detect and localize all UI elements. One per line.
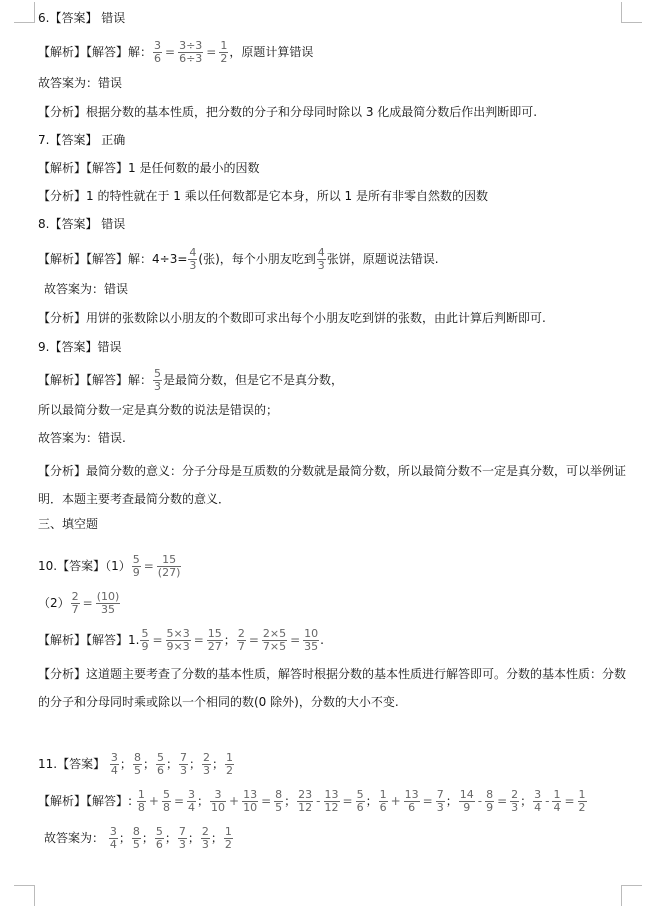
fraction: $\frac{13}{12}$ <box>324 788 339 814</box>
fraction: $\frac{1}{2}$ <box>226 751 233 777</box>
fraction: $\frac{1}{2}$ <box>220 39 228 65</box>
q7-analysis: 【解析】【解答】1 是任何数的最小的因数 <box>38 161 260 175</box>
q8-answer: 8.【答案】 错误 <box>38 217 126 231</box>
q8-conclusion: 故答案为：错误 <box>44 282 129 296</box>
q9-conclusion: 故答案为：错误. <box>38 431 126 445</box>
fraction: $\frac{5}{3}$ <box>154 367 162 393</box>
fraction: $\frac{8}{9}$ <box>486 788 494 814</box>
page-corner-mark <box>14 885 35 906</box>
q10-answer: 10.【答案】（1） $\frac{5}{9}$ = $\frac{15}{(27)}$ <box>38 553 181 579</box>
fraction: $\frac{7}{3}$ <box>178 825 186 851</box>
fraction: $\frac{3}{4}$ <box>109 825 117 851</box>
fraction: $\frac{14}{9}$ <box>459 788 474 814</box>
fraction: $\frac{5}{6}$ <box>155 825 163 851</box>
q10-analysis: 【解析】【解答】1. $\frac{5}{9}$ = $\frac{5\times 3}{9\times 3}$ = $\frac{15}{27}$ ； $\frac{2}{7}$ = $\frac{2\times 5}{7\times 5}$ = $\frac{10}{35}$ . <box>38 627 324 653</box>
fraction: $\frac{8}{5}$ <box>275 788 283 814</box>
q11-answer: 11.【答案】 $\frac{3}{4}$ ； $\frac{8}{5}$ ； $\frac{5}{6}$ ； $\frac{7}{3}$ ； $\frac{2}{3}$ ； $\frac{1}{2}$ <box>38 751 233 777</box>
fraction: $\frac{4}{3}$ <box>189 246 197 272</box>
fraction: $\frac{1}{2}$ <box>578 788 586 814</box>
q9-line2: 所以最简分数一定是真分数的说法是错误的； <box>38 403 279 417</box>
fraction: $\frac{23}{12}$ <box>298 788 313 814</box>
fraction: $\frac{5\times 3}{9\times 3}$ <box>166 627 190 653</box>
fraction: $\frac{5}{9}$ <box>132 553 140 579</box>
fraction: $\frac{1}{8}$ <box>137 788 145 814</box>
q6-analysis: 【解析】【解答】解： $\frac{3}{6}$ = $\frac{3\div 3}{6\div 3}$ = $\frac{1}{2}$ ，原题计算错误 <box>38 39 314 65</box>
fraction: $\frac{2\times 5}{7\times 5}$ <box>262 627 287 653</box>
page-corner-mark <box>14 2 35 23</box>
q6-note: 【分析】根据分数的基本性质，把分数的分子和分母同时除以 3 化成最简分数后作出判断即可. <box>38 105 538 119</box>
q10-note: 【分析】这道题主要考查了分数的基本性质，解答时根据分数的基本性质进行解答即可。分数的基本性质：分数的分子和分母同时乘或除以一个相同的数(0 除外)，分数的大小不变. <box>38 667 627 709</box>
fraction: $\frac{1}{2}$ <box>224 825 232 851</box>
q9-note: 【分析】最简分数的意义：分子分母是互质数的分数就是最简分数，所以最简分数不一定是真分数，可以举例证明．本题主要考查最简分数的意义． <box>38 464 627 506</box>
q9-analysis: 【解析】【解答】解： $\frac{5}{3}$ 是最简分数，但是它不是真分数， <box>38 367 344 393</box>
fraction: $\frac{3}{4}$ <box>188 788 195 814</box>
q6-answer: 6.【答案】 错误 <box>38 11 126 25</box>
fraction: $\frac{(10)}{35}$ <box>96 590 120 616</box>
fraction: $\frac{5}{8}$ <box>162 788 170 814</box>
fraction: $\frac{5}{9}$ <box>141 627 149 653</box>
fraction: $\frac{2}{3}$ <box>511 788 519 814</box>
fraction: $\frac{10}{35}$ <box>304 627 319 653</box>
fraction: $\frac{4}{3}$ <box>317 246 325 272</box>
fraction: $\frac{15}{27}$ <box>207 627 222 653</box>
fraction: $\frac{2}{3}$ <box>201 825 209 851</box>
page-corner-mark <box>621 885 642 906</box>
q11-answer-list: $\frac{3}{4}$ ； $\frac{8}{5}$ ； $\frac{5}{6}$ ； $\frac{7}{3}$ ； $\frac{2}{3}$ ； $\frac{1}{2}$ <box>110 751 233 777</box>
fraction: $\frac{5}{6}$ <box>156 751 164 777</box>
fraction: $\frac{3\div 3}{6\div 3}$ <box>179 39 203 65</box>
fraction: $\frac{7}{3}$ <box>436 788 444 814</box>
q8-analysis: 【解析】【解答】解：4÷3= $\frac{4}{3}$ (张)，每个小朋友吃到 $\frac{4}{3}$ 张饼，原题说法错误. <box>38 246 439 272</box>
q7-answer: 7.【答案】 正确 <box>38 133 126 147</box>
q8-note: 【分析】用饼的张数除以小朋友的个数即可求出每个小朋友吃到饼的张数，由此计算后判断即可. <box>38 311 546 325</box>
fraction: $\frac{3}{4}$ <box>110 751 118 777</box>
q7-note: 【分析】1 的特性就在于 1 乘以任何数都是它本身，所以 1 是所有非零自然数的因数 <box>38 189 488 203</box>
fraction: $\frac{7}{3}$ <box>179 751 187 777</box>
fraction: $\frac{3}{10}$ <box>211 788 226 814</box>
fraction: $\frac{13}{6}$ <box>404 788 419 814</box>
fraction: $\frac{13}{10}$ <box>243 788 258 814</box>
fraction: $\frac{5}{6}$ <box>356 788 364 814</box>
q11-equation-list: $\frac{1}{8}$ + $\frac{5}{8}$ = $\frac{3}{4}$ ； $\frac{3}{10}$ + $\frac{13}{10}$ = $\frac{8}{5}$ ； $\frac{23}{12}$ - $\frac{13}{12}$ = $\frac{5}{6}$ ； $\frac{1}{6}$ + $\frac{13}{6}$ = $\frac{7}{3}$ ； $\frac{14}{9}$ - $\frac{8}{9}$ = $\frac{2}{3}$ ； $\frac{3}{4}$ - $\frac{1}{4}$ = $\frac{1}{2}$ <box>137 788 586 814</box>
fraction: $\frac{8}{5}$ <box>133 751 141 777</box>
fraction: $\frac{2}{7}$ <box>237 627 245 653</box>
q11-conclusion-list: $\frac{3}{4}$ ； $\frac{8}{5}$ ； $\frac{5}{6}$ ； $\frac{7}{3}$ ； $\frac{2}{3}$ ； $\frac{1}{2}$ <box>109 825 232 851</box>
fraction: $\frac{8}{5}$ <box>132 825 140 851</box>
fraction: $\frac{1}{6}$ <box>379 788 387 814</box>
q6-conclusion: 故答案为：错误 <box>38 76 123 90</box>
q11-analysis: 【解析】【解答】: $\frac{1}{8}$ + $\frac{5}{8}$ = $\frac{3}{4}$ ； $\frac{3}{10}$ + $\frac{13}{10}$ = $\frac{8}{5}$ ； $\frac{23}{12}$ - $\frac{13}{12}$ = $\frac{5}{6}$ ； $\frac{1}{6}$ + $\frac{13}{6}$ = $\frac{7}{3}$ ； $\frac{14}{9}$ - $\frac{8}{9}$ = $\frac{2}{3}$ ； $\frac{3}{4}$ - $\frac{1}{4}$ = $\frac{1}{2}$ <box>38 788 586 814</box>
fraction: $\frac{2}{3}$ <box>202 751 210 777</box>
fraction: $\frac{2}{7}$ <box>71 590 79 616</box>
fraction: $\frac{3}{4}$ <box>534 788 542 814</box>
fraction: $\frac{3}{6}$ <box>154 39 162 65</box>
fraction: $\frac{1}{4}$ <box>553 788 561 814</box>
fraction: $\frac{15}{(27)}$ <box>157 553 181 579</box>
q10-answer-part2: （2） $\frac{2}{7}$ = $\frac{(10)}{35}$ <box>38 590 120 616</box>
q9-answer: 9.【答案】错误 <box>38 340 122 354</box>
q11-conclusion: 故答案为： $\frac{3}{4}$ ； $\frac{8}{5}$ ； $\frac{5}{6}$ ； $\frac{7}{3}$ ； $\frac{2}{3}$ ； $\frac{1}{2}$ <box>44 825 232 851</box>
section-heading: 三、填空题 <box>38 517 99 531</box>
